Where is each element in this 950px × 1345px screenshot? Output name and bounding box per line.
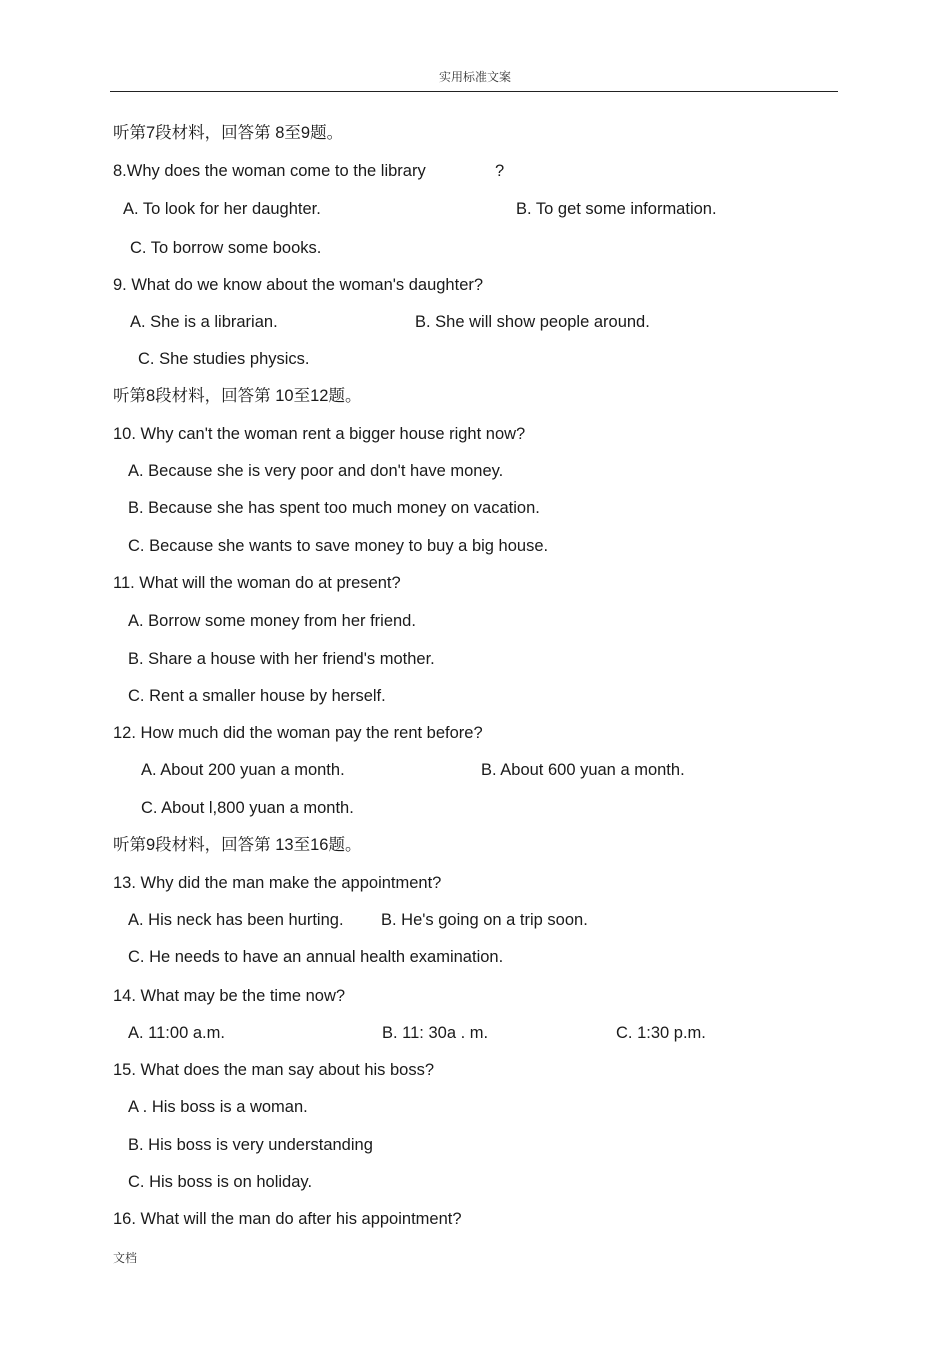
question-10-stem: 10. Why can't the woman rent a bigger house right now? xyxy=(113,425,526,443)
question-15-option-c: C. His boss is on holiday. xyxy=(128,1173,313,1191)
question-8-option-c: C. To borrow some books. xyxy=(130,239,322,257)
question-8-mark: ? xyxy=(495,162,505,180)
question-14-option-c: C. 1:30 p.m. xyxy=(616,1024,706,1042)
question-13-option-c: C. He needs to have an annual health examination. xyxy=(128,948,504,966)
question-8-stem: 8.Why does the woman come to the library xyxy=(113,162,426,180)
question-12-option-b: B. About 600 yuan a month. xyxy=(481,761,685,779)
question-13-stem: 13. Why did the man make the appointment? xyxy=(113,874,442,892)
question-11-option-a: A. Borrow some money from her friend. xyxy=(128,612,416,630)
question-15-stem: 15. What does the man say about his boss? xyxy=(113,1061,435,1079)
question-8-option-a: A. To look for her daughter. xyxy=(123,200,321,218)
question-12-option-c: C. About l,800 yuan a month. xyxy=(141,799,354,817)
question-12-stem: 12. How much did the woman pay the rent before? xyxy=(113,724,483,742)
question-10-option-a: A. Because she is very poor and don't have money. xyxy=(128,462,504,480)
question-15-option-b: B. His boss is very understanding xyxy=(128,1136,373,1154)
page-footer: 文档 xyxy=(113,1251,138,1265)
section-8-heading: 听第8段材料，回答第 10至12题。 xyxy=(113,387,362,405)
question-10-option-c: C. Because she wants to save money to buy a big house. xyxy=(128,537,549,555)
question-16-stem: 16. What will the man do after his appointment? xyxy=(113,1210,462,1228)
question-14-option-a: A. 11:00 a.m. xyxy=(128,1024,225,1042)
question-13-option-a: A. His neck has been hurting. xyxy=(128,911,344,929)
question-9-option-c: C. She studies physics. xyxy=(138,350,310,368)
question-10-option-b: B. Because she has spent too much money on vacation. xyxy=(128,499,540,517)
question-15-option-a: A . His boss is a woman. xyxy=(128,1098,308,1116)
question-9-stem: 9. What do we know about the woman's daughter? xyxy=(113,276,484,294)
question-9-option-b: B. She will show people around. xyxy=(415,313,650,331)
page-header: 实用标准文案 xyxy=(438,70,511,84)
question-11-stem: 11. What will the woman do at present? xyxy=(113,574,401,592)
section-7-heading: 听第7段材料，回答第 8至9题。 xyxy=(113,124,344,142)
question-9-option-a: A. She is a librarian. xyxy=(130,313,278,331)
header-rule xyxy=(110,91,838,92)
question-13-option-b: B. He's going on a trip soon. xyxy=(381,911,588,929)
question-14-option-b: B. 11: 30a . m. xyxy=(382,1024,489,1042)
section-9-heading: 听第9段材料，回答第 13至16题。 xyxy=(113,836,362,854)
question-12-option-a: A. About 200 yuan a month. xyxy=(141,761,345,779)
question-11-option-b: B. Share a house with her friend's mother. xyxy=(128,650,435,668)
question-14-stem: 14. What may be the time now? xyxy=(113,987,346,1005)
question-8-option-b: B. To get some information. xyxy=(516,200,717,218)
question-11-option-c: C. Rent a smaller house by herself. xyxy=(128,687,386,705)
